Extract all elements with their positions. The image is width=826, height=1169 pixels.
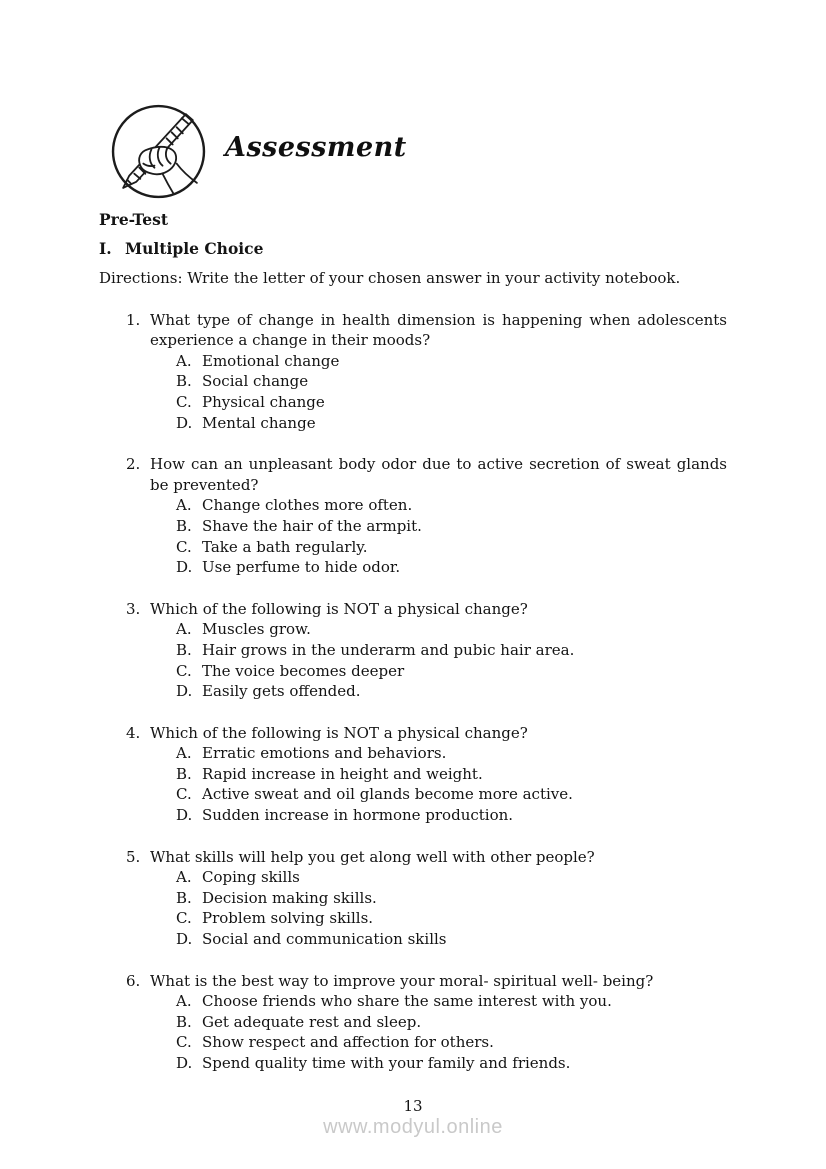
- options: [176, 867, 727, 949]
- option-letter: A.: [176, 620, 192, 639]
- question-number: 1.: [126, 310, 141, 329]
- option-c: [176, 784, 727, 805]
- options: [176, 351, 727, 433]
- option-letter: D.: [176, 1054, 193, 1072]
- option-text: Decision making skills.: [202, 888, 377, 907]
- writing-hand-icon: [110, 103, 207, 200]
- option-a: [176, 867, 727, 888]
- option-letter: C.: [176, 1033, 192, 1052]
- option-c: [176, 392, 727, 413]
- question-2: [99, 454, 727, 578]
- option-d: [176, 681, 727, 702]
- option-a: [176, 743, 727, 764]
- option-text: Coping skills: [202, 868, 300, 887]
- question-text: Which of the following is NOT a physical change?: [150, 723, 528, 742]
- page-number: 13: [403, 1097, 423, 1115]
- question-1: [99, 310, 727, 434]
- question-text: What is the best way to improve your moral- spiritual well- being?: [150, 971, 654, 990]
- option-text: Social and communication skills: [202, 930, 447, 949]
- option-b: [176, 371, 727, 392]
- question-text: What type of change in health dimension is happening when adolescents experience a change in their moods?: [150, 310, 727, 350]
- option-c: [176, 1032, 727, 1053]
- option-d: [176, 929, 727, 950]
- option-letter: A.: [176, 868, 192, 887]
- question-text: How can an unpleasant body odor due to active secretion of sweat glands be prevented?: [150, 455, 727, 494]
- option-text: Sudden increase in hormone production.: [202, 806, 514, 825]
- question-number: 5.: [126, 847, 141, 866]
- option-letter: D.: [176, 558, 193, 577]
- option-d: [176, 413, 727, 434]
- question-number: 6.: [126, 971, 141, 990]
- question-list: [99, 310, 727, 1074]
- option-text: Use perfume to hide odor.: [202, 558, 401, 577]
- pretest-heading: Pre-Test: [99, 210, 169, 229]
- option-letter: B.: [176, 888, 192, 907]
- option-d: [176, 805, 727, 826]
- options: [176, 743, 727, 825]
- section-title: Multiple Choice: [125, 239, 264, 258]
- question-4: [99, 723, 727, 826]
- option-text: Muscles grow.: [202, 620, 311, 639]
- question-3: [99, 599, 727, 702]
- option-text: Choose friends who share the same interest with you.: [202, 992, 612, 1011]
- option-letter: B.: [176, 764, 192, 783]
- option-text: Get adequate rest and sleep.: [202, 1012, 422, 1031]
- option-text: Easily gets offended.: [202, 682, 361, 701]
- option-letter: A.: [176, 744, 192, 763]
- option-a: [176, 495, 727, 516]
- option-letter: C.: [176, 909, 192, 928]
- option-letter: C.: [176, 785, 192, 804]
- option-a: [176, 351, 727, 372]
- option-b: [176, 1012, 727, 1033]
- option-text: Active sweat and oil glands become more active.: [202, 785, 573, 804]
- question-number: 3.: [126, 599, 141, 618]
- option-text: Change clothes more often.: [202, 496, 413, 515]
- option-d: [176, 557, 727, 578]
- option-a: [176, 619, 727, 640]
- option-b: [176, 888, 727, 909]
- option-d: [176, 1053, 727, 1074]
- option-letter: C.: [176, 661, 192, 680]
- option-text: Problem solving skills.: [202, 909, 374, 928]
- option-text: Social change: [202, 372, 309, 391]
- option-letter: B.: [176, 372, 192, 391]
- option-c: [176, 537, 727, 558]
- options: [176, 619, 727, 701]
- watermark-text: www.modyul.online: [323, 1116, 503, 1138]
- option-letter: C.: [176, 392, 192, 411]
- option-letter: C.: [176, 537, 192, 556]
- option-text: Take a bath regularly.: [202, 537, 368, 556]
- section-heading: [99, 239, 727, 259]
- option-letter: A.: [176, 496, 192, 515]
- option-text: Emotional change: [202, 351, 340, 370]
- option-b: [176, 640, 727, 661]
- question-number: 2.: [126, 455, 141, 474]
- directions-text: Directions: Write the letter of your chosen answer in your activity notebook.: [99, 269, 681, 287]
- page-title: Assessment: [225, 132, 407, 163]
- option-letter: B.: [176, 640, 192, 659]
- option-letter: D.: [176, 930, 193, 949]
- question-5: [99, 847, 727, 950]
- option-text: Erratic emotions and behaviors.: [202, 744, 447, 763]
- options: [176, 495, 727, 577]
- option-text: Rapid increase in height and weight.: [202, 764, 483, 783]
- option-text: Shave the hair of the armpit.: [202, 516, 422, 535]
- option-b: [176, 764, 727, 785]
- option-text: Show respect and affection for others.: [202, 1033, 494, 1052]
- option-letter: D.: [176, 413, 193, 432]
- option-text: Spend quality time with your family and friends.: [202, 1054, 571, 1072]
- question-6: [99, 971, 727, 1074]
- assessment-header: [110, 103, 727, 200]
- option-a: [176, 991, 727, 1012]
- option-text: Mental change: [202, 413, 316, 432]
- section-numeral: I.: [99, 239, 112, 258]
- option-letter: D.: [176, 682, 193, 701]
- option-letter: A.: [176, 351, 192, 370]
- option-text: Hair grows in the underarm and pubic hair area.: [202, 640, 575, 659]
- question-text: What skills will help you get along well with other people?: [150, 847, 595, 866]
- question-text: Which of the following is NOT a physical change?: [150, 599, 528, 618]
- option-letter: B.: [176, 1012, 192, 1031]
- option-letter: D.: [176, 806, 193, 825]
- option-text: Physical change: [202, 392, 325, 411]
- option-b: [176, 516, 727, 537]
- question-number: 4.: [126, 723, 141, 742]
- option-text: The voice becomes deeper: [202, 661, 405, 680]
- option-c: [176, 908, 727, 929]
- option-c: [176, 661, 727, 682]
- options: [176, 991, 727, 1073]
- option-letter: A.: [176, 992, 192, 1011]
- option-letter: B.: [176, 516, 192, 535]
